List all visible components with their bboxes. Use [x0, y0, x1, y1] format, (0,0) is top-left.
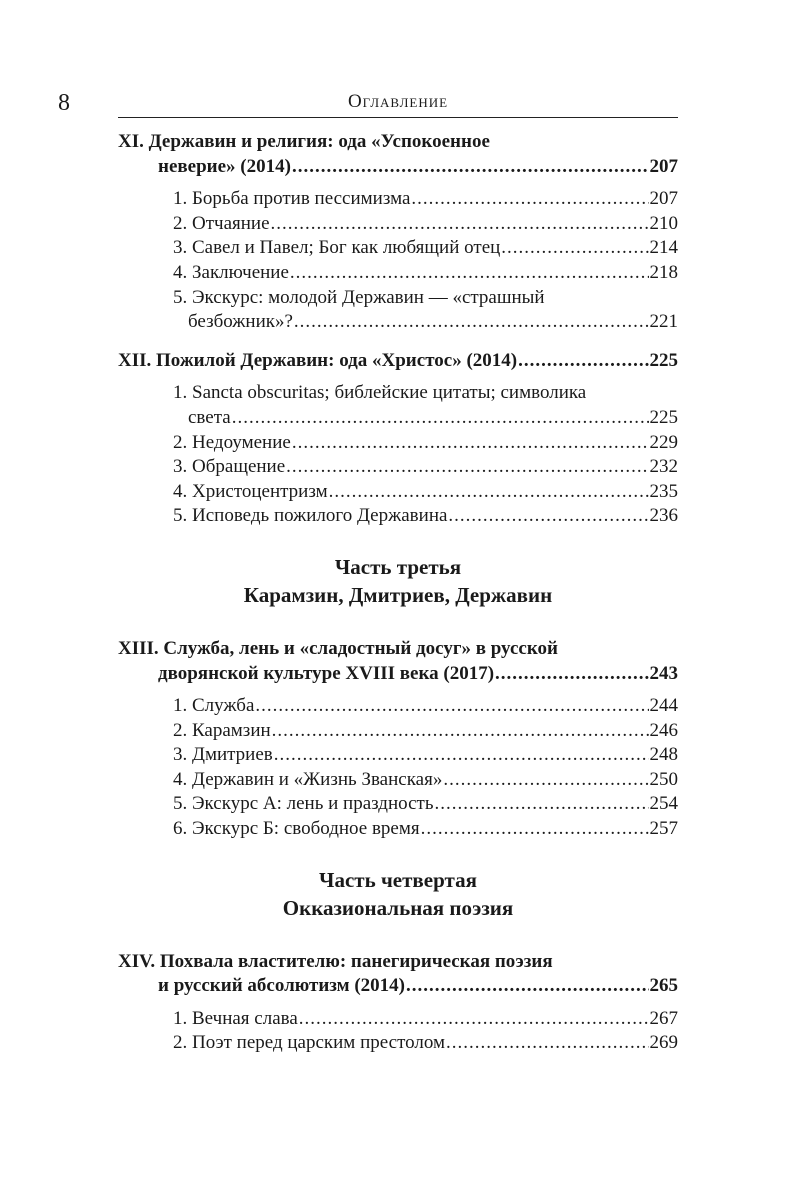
- entry-title: 3. Савел и Павел; Бог как любящий отец: [173, 237, 501, 259]
- page-ref: 244: [649, 695, 678, 717]
- chapter-title-line: XI. Державин и религия: ода «Успокоенное: [118, 131, 490, 152]
- entry-title: 2. Недоумение: [173, 431, 291, 453]
- entry-title: 1. Вечная слава: [173, 1007, 298, 1029]
- toc-entry: [118, 261, 678, 286]
- toc-entry: [118, 792, 678, 817]
- toc-entry: [118, 768, 678, 793]
- page-number: 8: [58, 90, 70, 116]
- page-ref: 257: [649, 818, 678, 840]
- entry-title: 1. Борьба против пессимизма: [173, 188, 411, 210]
- dot-leader: [232, 406, 649, 431]
- toc-entry: [118, 504, 678, 529]
- dot-leader: [271, 212, 649, 237]
- page-ref: 248: [649, 744, 678, 766]
- page-ref: 225: [649, 349, 678, 371]
- header-rule: [118, 117, 678, 118]
- page-ref: 265: [649, 975, 678, 997]
- entry-title: 5. Экскурс А: лень и праздность: [173, 793, 434, 815]
- chapter-title-text: и русский абсолютизм (2014): [158, 975, 405, 997]
- page-ref: 232: [649, 456, 678, 478]
- chapter-title-entry: [118, 349, 678, 374]
- part-heading: Часть четвертая: [319, 867, 477, 892]
- entry-title: 2. Карамзин: [173, 719, 271, 741]
- page-ref: 246: [649, 719, 678, 741]
- toc-entry: [118, 236, 678, 261]
- part-title: Карамзин, Дмитриев, Державин: [243, 582, 553, 607]
- entry-title: 2. Отчаяние: [173, 212, 270, 234]
- table-of-contents: [118, 130, 678, 1056]
- toc-entry: [118, 310, 678, 335]
- page-ref: 243: [649, 662, 678, 684]
- dot-leader: [443, 768, 648, 793]
- page-ref: 235: [649, 480, 678, 502]
- page-ref: 267: [649, 1007, 678, 1029]
- dot-leader: [448, 504, 648, 529]
- running-title: Оглавление: [347, 91, 449, 112]
- toc-entry: [118, 212, 678, 237]
- dot-leader: [518, 349, 648, 374]
- chapter-title-line: XIV. Похвала властителю: панегирическая поэзия: [118, 950, 553, 972]
- dot-leader: [286, 455, 648, 480]
- toc-entry: [118, 817, 678, 842]
- entry-title: 5. Исповедь пожилого Державина: [173, 505, 448, 527]
- dot-leader: [274, 743, 649, 768]
- entry-title: 2. Поэт перед царским престолом: [173, 1032, 446, 1054]
- entry-title: 5. Экскурс: молодой Державин — «страшный: [173, 286, 545, 308]
- toc-entry: [118, 406, 678, 431]
- dot-leader: [292, 431, 649, 456]
- dot-leader: [292, 155, 649, 180]
- entry-title: 4. Державин и «Жизнь Званская»: [173, 768, 443, 790]
- dot-leader: [290, 261, 649, 286]
- page-ref: 214: [649, 237, 678, 259]
- chapter-title-text: неверие» (2014): [158, 155, 291, 177]
- dot-leader: [411, 187, 648, 212]
- toc-entry: [118, 431, 678, 456]
- page-ref: 210: [649, 212, 678, 234]
- chapter-title-entry: [118, 974, 678, 999]
- chapter-title-text: XII. Пожилой Державин: ода «Христос» (2014): [118, 349, 518, 371]
- chapter-title-entry: [118, 662, 678, 687]
- toc-entry: [118, 719, 678, 744]
- dot-leader: [501, 236, 648, 261]
- chapter-title-line: XIII. Служба, лень и «сладостный досуг» в русской: [118, 637, 558, 659]
- dot-leader: [406, 974, 649, 999]
- toc-entry: [118, 455, 678, 480]
- toc-entry: [118, 1031, 678, 1056]
- dot-leader: [435, 792, 649, 817]
- toc-entry: [118, 480, 678, 505]
- dot-leader: [495, 662, 648, 687]
- page-ref: 269: [649, 1032, 678, 1054]
- chapter-title-entry: [118, 155, 678, 180]
- page-ref: 218: [649, 261, 678, 283]
- dot-leader: [299, 1007, 649, 1032]
- toc-entry: [118, 1007, 678, 1032]
- page-ref: 254: [649, 793, 678, 815]
- toc-entry: [118, 743, 678, 768]
- part-title: Окказиональная поэзия: [282, 895, 514, 920]
- dot-leader: [294, 310, 649, 335]
- toc-entry: [118, 694, 678, 719]
- page-ref: 207: [649, 188, 678, 210]
- entry-title: 1. Служба: [173, 695, 255, 717]
- toc-entry: [118, 187, 678, 212]
- dot-leader: [272, 719, 649, 744]
- page-ref: 236: [649, 505, 678, 527]
- entry-title: 6. Экскурс Б: свободное время: [173, 818, 420, 840]
- dot-leader: [329, 480, 649, 505]
- page-ref: 225: [649, 406, 678, 428]
- entry-title: 3. Дмитриев: [173, 744, 273, 766]
- dot-leader: [446, 1031, 648, 1056]
- entry-title: 3. Обращение: [173, 456, 286, 478]
- chapter-xiv: [118, 950, 678, 1056]
- chapter-xii: [118, 349, 678, 529]
- page-ref: 221: [649, 311, 678, 333]
- dot-leader: [255, 694, 648, 719]
- entry-title-continued: света: [188, 406, 231, 428]
- page-ref: 250: [649, 768, 678, 790]
- entry-title: 4. Христоцентризм: [173, 480, 328, 502]
- chapter-xi: [118, 130, 678, 335]
- entry-title: 4. Заключение: [173, 261, 289, 283]
- page-ref: 207: [649, 155, 678, 177]
- page-ref: 229: [649, 431, 678, 453]
- entry-title: 1. Sancta obscuritas; библейские цитаты; символика: [173, 382, 587, 404]
- dot-leader: [421, 817, 649, 842]
- entry-title-continued: безбожник»?: [188, 311, 293, 333]
- part-heading: Часть третья: [334, 554, 462, 579]
- chapter-xiii: [118, 637, 678, 842]
- chapter-title-text: дворянской культуре XVIII века (2017): [158, 662, 495, 684]
